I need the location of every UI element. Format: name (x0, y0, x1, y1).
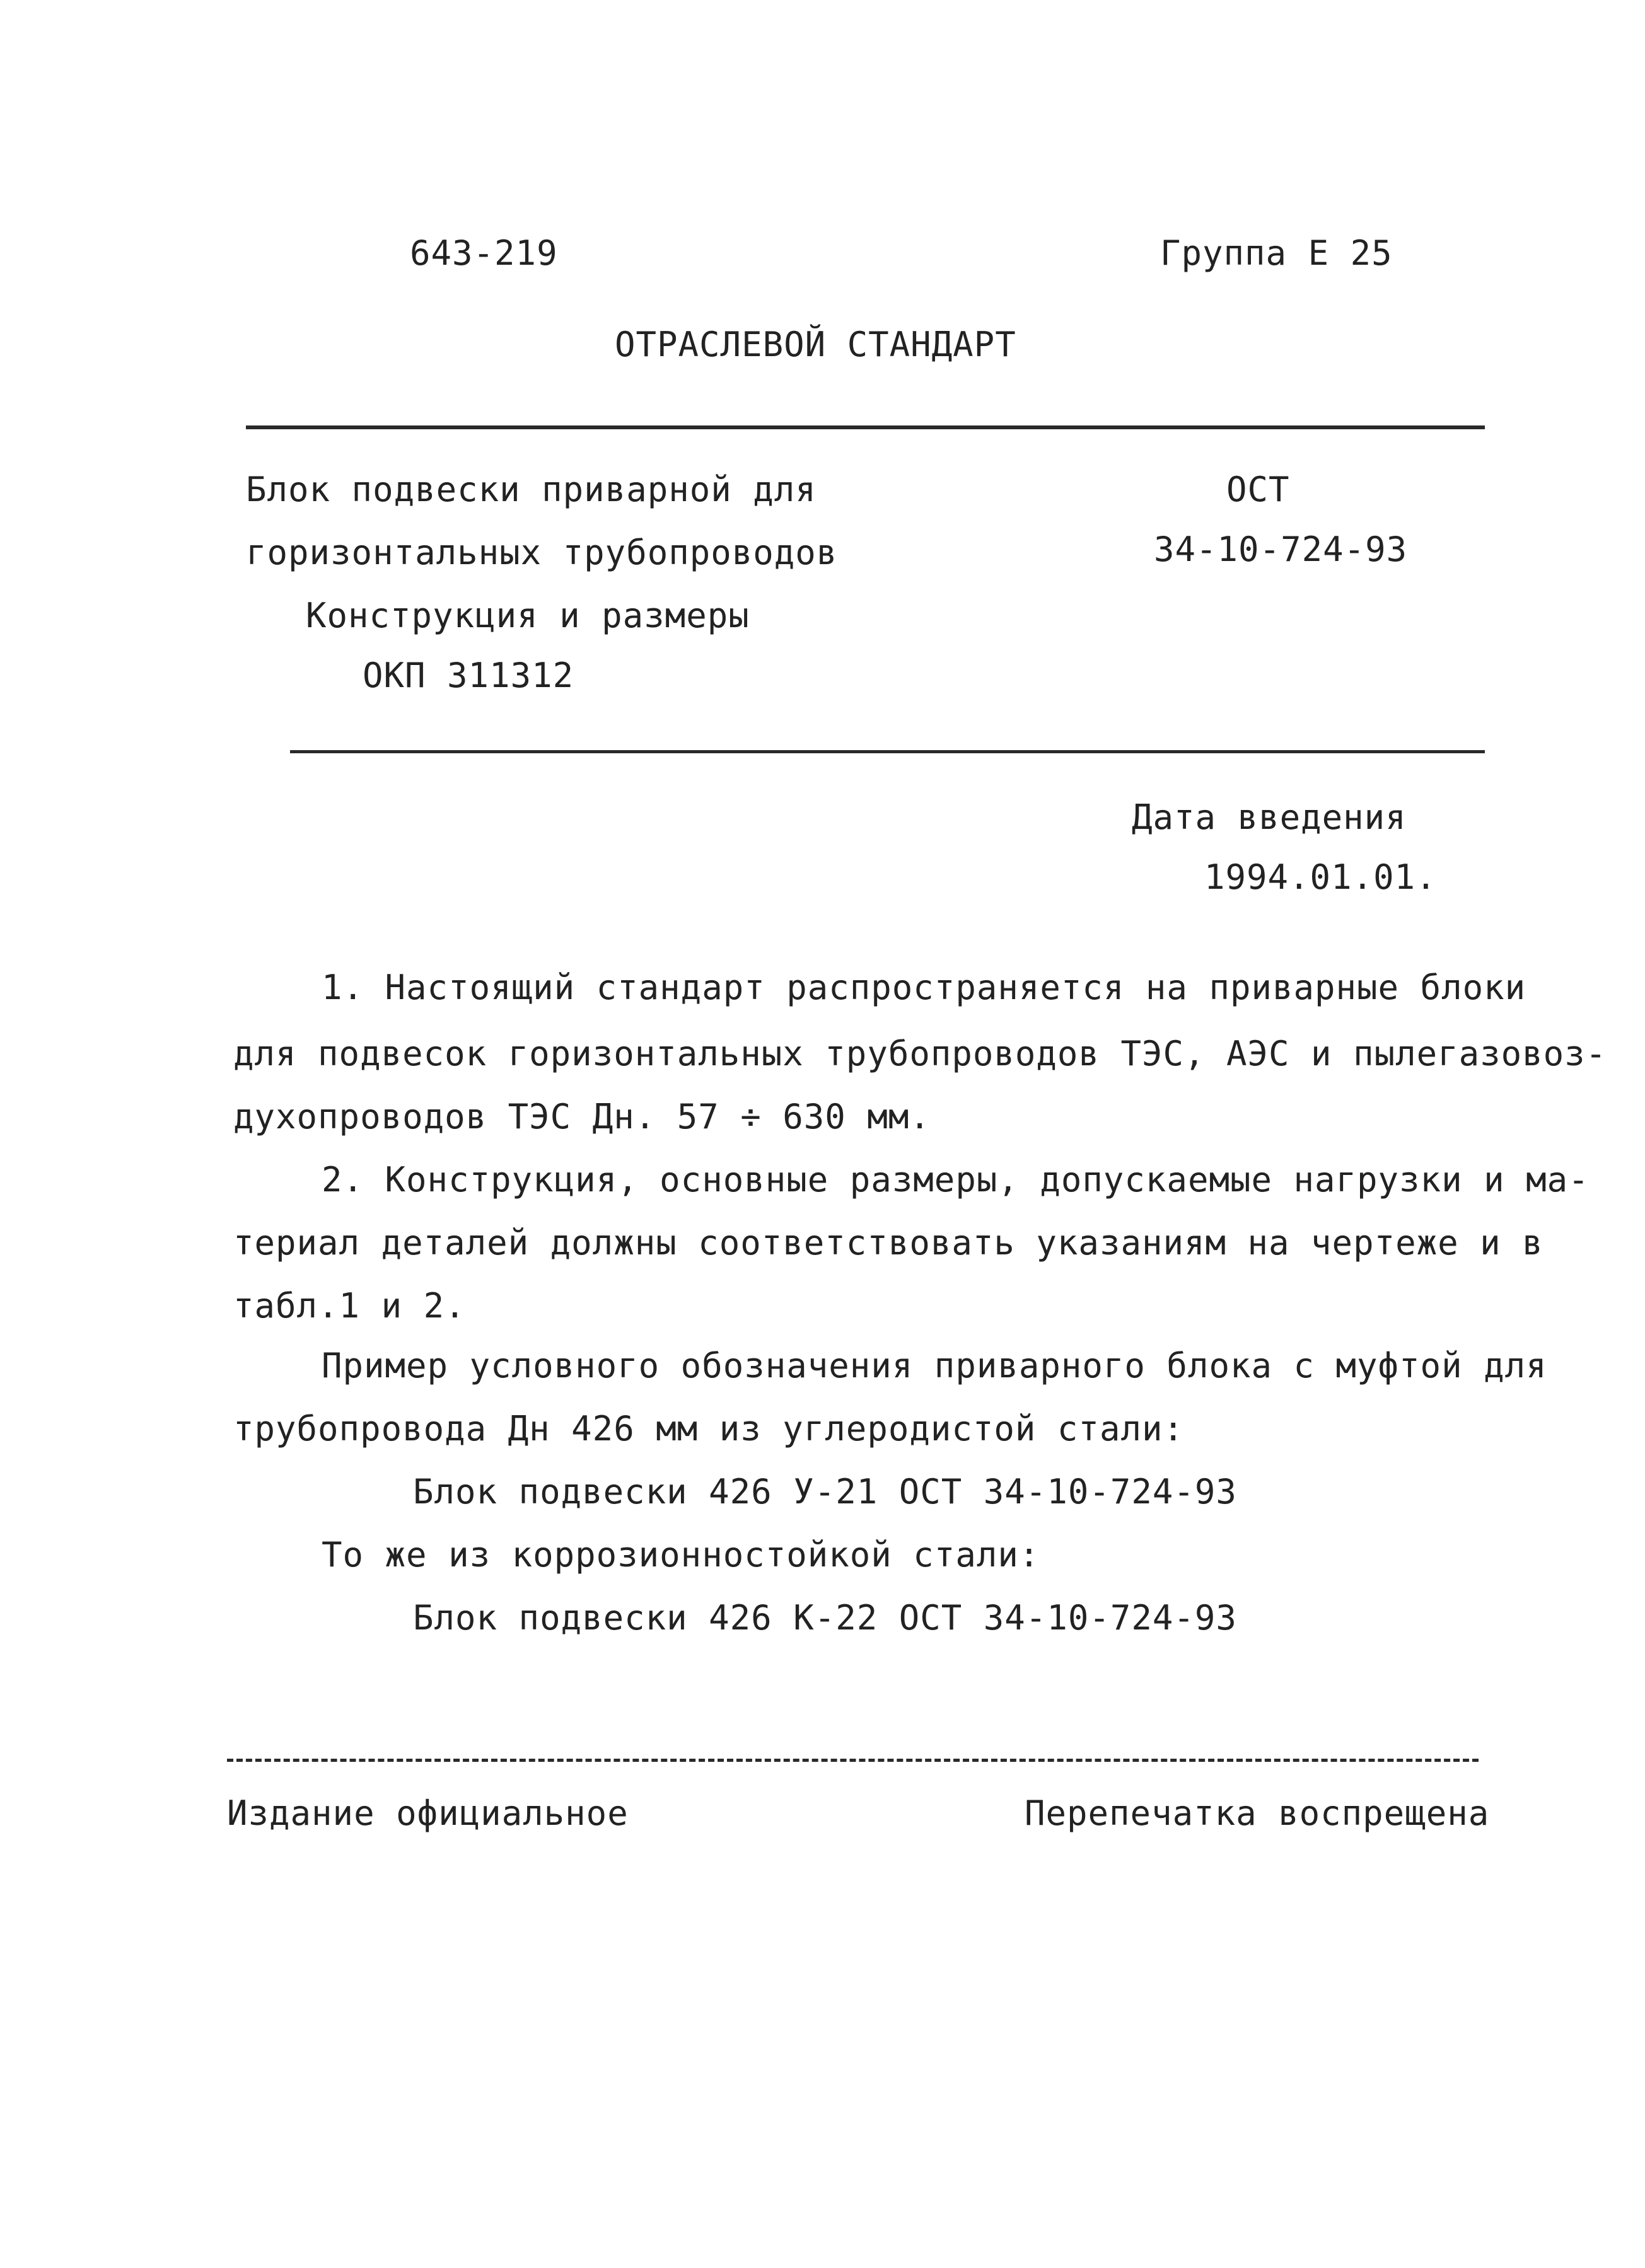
ost-number: 34-10-724-93 (1154, 529, 1408, 569)
document-code: 643-219 (410, 233, 558, 273)
standard-type-heading: ОТРАСЛЕВОЙ СТАНДАРТ (615, 325, 1016, 364)
paragraph-2-line-3: табл.1 и 2. (233, 1286, 466, 1326)
title-line-2: горизонтальных трубопроводов (246, 533, 838, 572)
example-designation-2: Блок подвески 426 К-22 ОСТ 34-10-724-93 (413, 1598, 1237, 1638)
footer-official-edition: Издание официальное (227, 1793, 629, 1833)
paragraph-1-line-3: духопроводов ТЭС Дн. 57 ÷ 630 мм. (233, 1097, 931, 1137)
introduction-date: 1994.01.01. (1204, 857, 1437, 897)
paragraph-1-line-2: для подвесок горизонтальных трубопроводов ТЭС, АЭС и пылегазовоз- (233, 1034, 1607, 1073)
example-intro-line-1: Пример условного обозначения приварного блока с муфтой для (322, 1346, 1547, 1386)
example-designation-1: Блок подвески 426 У-21 ОСТ 34-10-724-93 (413, 1472, 1237, 1512)
same-steel-intro: То же из коррозионностойкой стали: (322, 1535, 1040, 1575)
introduction-date-label: Дата введения (1132, 797, 1407, 837)
footer-reprint-prohibited: Перепечатка воспрещена (1025, 1793, 1490, 1833)
okp-code: ОКП 311312 (363, 656, 574, 695)
header-top-rule (246, 425, 1485, 429)
title-line-1: Блок подвески приварной для (246, 470, 817, 509)
example-intro-line-2: трубопровода Дн 426 мм из углеродистой стали: (233, 1409, 1184, 1449)
footer-rule (227, 1759, 1479, 1762)
paragraph-1-line-1: 1. Настоящий стандарт распространяется на приварные блоки (322, 968, 1526, 1007)
paragraph-2-line-1: 2. Конструкция, основные размеры, допускаемые нагрузки и ма- (322, 1160, 1590, 1200)
title-line-3: Конструкция и размеры (306, 596, 750, 635)
group-code: Группа Е 25 (1160, 233, 1393, 273)
ost-prefix: ОСТ (1226, 470, 1290, 509)
title-bottom-rule (290, 750, 1485, 753)
paragraph-2-line-2: териал деталей должны соответствовать указаниям на чертеже и в (233, 1223, 1543, 1263)
